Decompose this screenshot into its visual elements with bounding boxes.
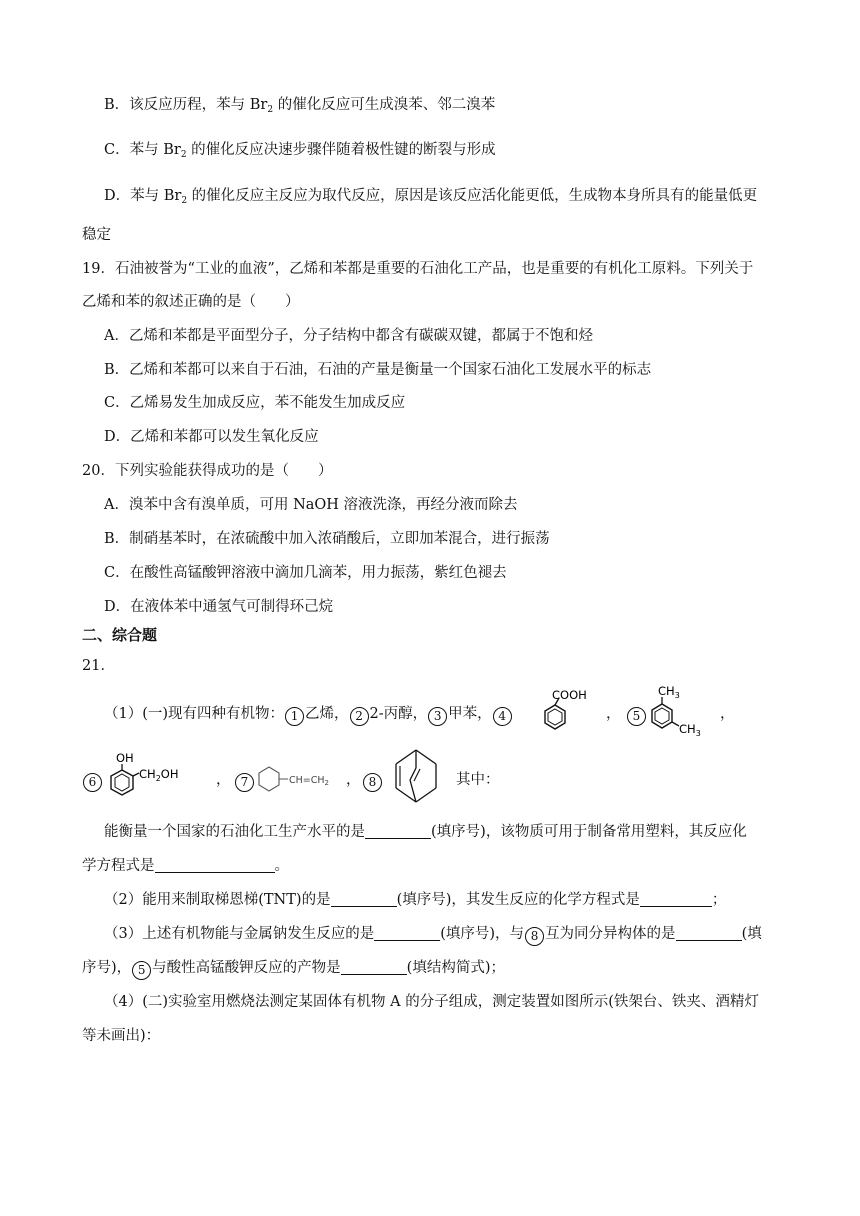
q18-option-c: C．苯与 $Br_2$ 的催化反应决速步骤伴随着极性键的断裂与形成 <box>104 142 496 160</box>
svg-text:CH=CH2 <box>289 775 329 787</box>
subscript-2: 2 <box>324 779 329 787</box>
cooh-label: COOH <box>552 688 587 702</box>
oh-label: OH <box>116 752 134 765</box>
comma-separator: ， <box>216 772 231 788</box>
q18-option-b: B．该反应历程，苯与 $Br_2$ 的催化反应可生成溴苯、邻二溴苯 <box>104 97 496 115</box>
circled-number: 5 <box>132 961 151 980</box>
circled-number: 8 <box>363 773 382 792</box>
m-xylene-structure <box>646 684 716 742</box>
q19-option-d: D．乙烯和苯都可以发生氧化反应 <box>104 429 319 445</box>
q21-part1-line1: （1）(一)现有四种有机物： 1 乙烯， 2 2-丙醇， 3 甲苯， 4 <box>104 704 513 726</box>
svg-text:CH3 <box>658 684 680 700</box>
ch2-label: CH <box>139 767 156 781</box>
q21-item7-marker <box>234 770 255 792</box>
answer-blank <box>640 891 712 907</box>
q21-sub2: （2）能用来制取梯恩梯(TNT)的是 (填序号)，其发生反应的化学方程式是 ； <box>104 892 727 908</box>
comma-separator: ， <box>346 772 361 788</box>
circled-number: 6 <box>83 773 102 792</box>
q21-sub1-line2: 学方程式是 。 <box>82 858 289 874</box>
q19-option-b: B．乙烯和苯都可以来自于石油，石油的产量是衡量一个国家石油化工发展水平的标志 <box>104 362 652 378</box>
q19-option-c: C．乙烯易发生加成反应，苯不能发生加成反应 <box>104 395 406 411</box>
circled-number: 4 <box>493 707 512 726</box>
q21-sub3-line2: 序号)， 5 与酸性高锰酸钾反应的产物是 (填结构简式)； <box>82 958 505 980</box>
circled-number: 3 <box>428 707 447 726</box>
q21-list-intro: 其中： <box>456 772 500 788</box>
q21-sub4-line2: 等未画出)： <box>82 1028 161 1044</box>
q20-option-d: D．在液体苯中通氢气可制得环己烷 <box>104 599 334 615</box>
q21-item5-marker <box>626 704 647 726</box>
circled-number: 5 <box>627 707 646 726</box>
q20-option-b: B．制硝基苯时，在浓硫酸中加入浓硝酸后，立即加苯混合，进行振荡 <box>104 531 550 547</box>
circled-number: 2 <box>350 707 369 726</box>
q21-sub3-line1: （3）上述有机物能与金属钠发生反应的是 (填序号)，与 8 互为同分异构体的是 (填 <box>104 924 762 946</box>
answer-blank <box>341 959 407 975</box>
ch3-label: CH <box>658 684 675 698</box>
ch3-label: CH <box>679 722 696 736</box>
q21-sub1-line1: 能衡量一个国家的石油化工生产水平的是 (填序号)，该物质可用于制备常用塑料，其反应化 <box>104 824 747 840</box>
benzoic-acid-structure <box>536 686 598 740</box>
section-heading: 二、综合题 <box>82 626 158 644</box>
subscript-3: 3 <box>674 691 680 700</box>
styrene-structure <box>254 762 344 796</box>
q19-option-a: A．乙烯和苯都是平面型分子，分子结构中都含有碳碳双键，都属于不饱和烃 <box>104 328 593 344</box>
q19-stem-line2: 乙烯和苯的叙述正确的是（ ） <box>82 294 300 310</box>
vinyl-label: CH=CH <box>289 775 325 786</box>
bicyclic-diene-structure <box>386 744 446 810</box>
q19-stem-line1: 19．石油被誉为“工业的血液”，乙烯和苯都是重要的石油化工产品，也是重要的有机化工原料。下列关于 <box>82 261 754 277</box>
q20-stem: 20．下列实验能获得成功的是（ ） <box>82 463 333 479</box>
2-hydroxybenzyl-alcohol-structure <box>104 752 208 806</box>
circled-number: 1 <box>285 707 304 726</box>
subscript-3: 3 <box>695 729 701 738</box>
answer-blank <box>331 891 397 907</box>
answer-blank <box>374 925 440 941</box>
comma-separator: ， <box>606 706 621 722</box>
q18-option-d: D．苯与 $Br_2$ 的催化反应主反应为取代反应，原因是该反应活化能更低，生成物本身所具有的能量低更 <box>104 188 758 206</box>
comma-separator: ， <box>720 706 735 722</box>
q20-option-c: C．在酸性高锰酸钾溶液中滴加几滴苯，用力振荡，紫红色褪去 <box>104 565 507 581</box>
circled-number: 7 <box>235 773 254 792</box>
subscript-2: 2 <box>155 774 161 783</box>
q21-item8-marker <box>362 770 383 792</box>
svg-text:CH3 <box>679 722 701 738</box>
answer-blank <box>365 823 431 839</box>
q20-option-a: A．溴苯中含有溴单质，可用 NaOH 溶液洗涤，再经分液而除去 <box>104 497 518 513</box>
q18-option-d-continued: 稳定 <box>82 227 111 243</box>
answer-blank <box>676 925 742 941</box>
q21-sub4-line1: （4）(二)实验室用燃烧法测定某固体有机物 A 的分子组成，测定装置如图所示(铁架台、铁夹、酒精灯 <box>104 994 759 1010</box>
answer-blank <box>155 857 275 873</box>
svg-text:CH2OH <box>139 767 178 783</box>
oh-label: OH <box>160 767 179 781</box>
q21-number: 21． <box>82 658 115 674</box>
circled-number: 8 <box>525 927 544 946</box>
q21-item6-marker <box>82 770 103 792</box>
